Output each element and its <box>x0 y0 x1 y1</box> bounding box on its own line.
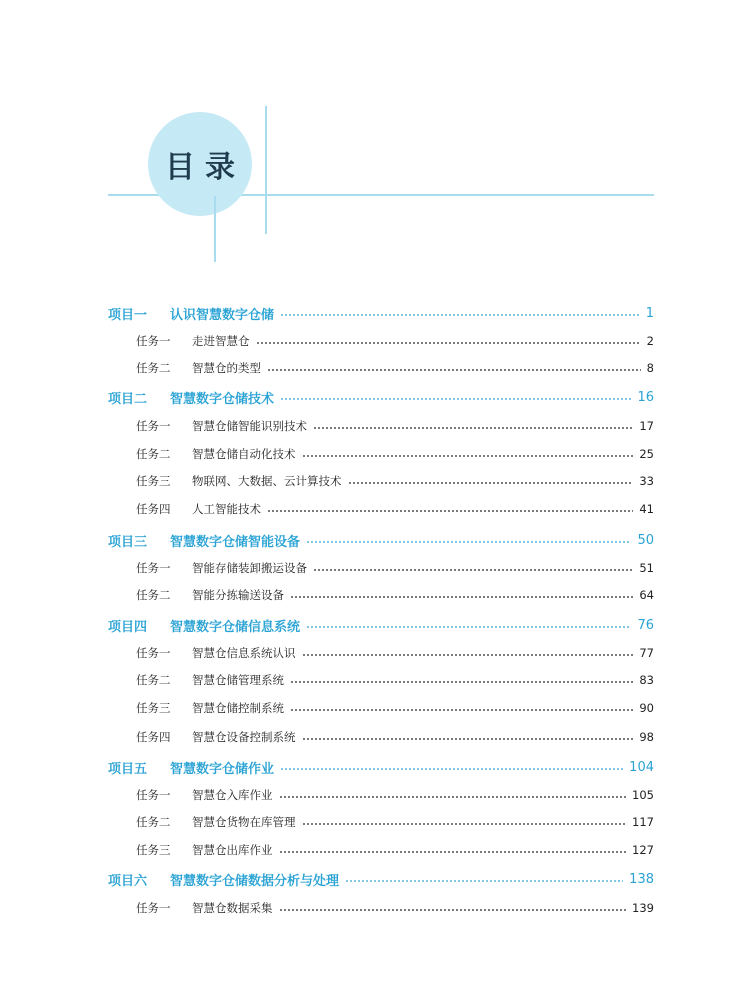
dot-leader <box>290 596 633 598</box>
entry-number: 任务二 <box>136 588 171 602</box>
page-number: 25 <box>639 447 654 461</box>
entry-number: 任务一 <box>136 561 171 575</box>
entry-number: 任务二 <box>136 673 171 687</box>
entry-title: 智慧数字仓储作业 <box>170 761 275 777</box>
toc-task-entry[interactable] <box>136 558 654 578</box>
entry-title: 智慧仓储智能识别技术 <box>192 419 307 433</box>
entry-number: 项目五 <box>108 761 148 777</box>
page-number: 64 <box>639 588 654 602</box>
toc-task-entry[interactable] <box>136 785 654 805</box>
entry-title: 智慧仓储控制系统 <box>192 701 284 715</box>
toc-task-entry[interactable] <box>136 358 654 378</box>
dot-leader <box>302 738 634 740</box>
toc-task-entry[interactable] <box>136 471 654 491</box>
entry-title: 智慧仓入库作业 <box>192 788 273 802</box>
dot-leader <box>290 709 633 711</box>
entry-number: 任务一 <box>136 788 171 802</box>
page-number: 50 <box>637 532 654 548</box>
page-number: 16 <box>637 389 654 405</box>
page-number: 105 <box>632 788 654 802</box>
entry-number: 任务一 <box>136 419 171 433</box>
toc-task-entry[interactable] <box>136 670 654 690</box>
entry-title: 智慧仓储自动化技术 <box>192 447 296 461</box>
entry-title: 智慧数字仓储智能设备 <box>170 534 301 550</box>
toc-task-entry[interactable] <box>136 444 654 464</box>
entry-title: 智慧数字仓储数据分析与处理 <box>170 873 340 889</box>
dot-leader <box>306 626 631 628</box>
entry-title: 智慧仓的类型 <box>192 361 261 375</box>
dot-leader <box>256 342 641 344</box>
dot-leader <box>267 369 641 371</box>
toc-project-entry[interactable] <box>108 869 654 889</box>
entry-title: 智慧仓设备控制系统 <box>192 730 296 744</box>
entry-title: 智慧数字仓储技术 <box>170 391 275 407</box>
toc-header <box>0 0 750 280</box>
dot-leader <box>302 654 634 656</box>
entry-number: 项目二 <box>108 391 148 407</box>
toc-task-entry[interactable] <box>136 727 654 747</box>
entry-number: 任务二 <box>136 361 171 375</box>
page-number: 51 <box>639 561 654 575</box>
dot-leader <box>280 398 631 400</box>
dot-leader <box>302 823 627 825</box>
entry-number: 任务四 <box>136 502 171 516</box>
page-number: 1 <box>645 305 654 321</box>
entry-number: 任务二 <box>136 447 171 461</box>
dot-leader <box>279 909 627 911</box>
toc-project-entry[interactable] <box>108 615 654 635</box>
entry-title: 智慧仓储管理系统 <box>192 673 284 687</box>
toc-task-entry[interactable] <box>136 812 654 832</box>
entry-number: 任务一 <box>136 334 171 348</box>
dot-leader <box>267 510 633 512</box>
page-number: 139 <box>632 901 654 915</box>
entry-title: 物联网、大数据、云计算技术 <box>192 474 342 488</box>
decor-vertical-line-right <box>265 106 267 234</box>
toc-task-entry[interactable] <box>136 898 654 918</box>
entry-number: 任务一 <box>136 646 171 660</box>
toc-task-entry[interactable] <box>136 499 654 519</box>
dot-leader <box>280 768 623 770</box>
toc-project-entry[interactable] <box>108 757 654 777</box>
entry-title: 智慧仓货物在库管理 <box>192 815 296 829</box>
entry-number: 任务二 <box>136 815 171 829</box>
entry-number: 任务三 <box>136 701 171 715</box>
page-number: 117 <box>632 815 654 829</box>
dot-leader <box>313 427 633 429</box>
toc-task-entry[interactable] <box>136 331 654 351</box>
entry-number: 项目一 <box>108 307 148 323</box>
dot-leader <box>313 569 633 571</box>
entry-number: 任务一 <box>136 901 171 915</box>
entry-title: 智慧数字仓储信息系统 <box>170 619 301 635</box>
entry-title: 智慧仓数据采集 <box>192 901 273 915</box>
entry-title: 智慧仓出库作业 <box>192 843 273 857</box>
page-number: 83 <box>639 673 654 687</box>
entry-number: 任务四 <box>136 730 171 744</box>
page-number: 77 <box>639 646 654 660</box>
entry-number: 项目四 <box>108 619 148 635</box>
page-number: 8 <box>646 361 654 375</box>
toc-task-entry[interactable] <box>136 585 654 605</box>
page-number: 76 <box>637 617 654 633</box>
toc-task-entry[interactable] <box>136 698 654 718</box>
entry-title: 智能分拣输送设备 <box>192 588 284 602</box>
page-number: 33 <box>639 474 654 488</box>
entry-title: 智慧仓信息系统认识 <box>192 646 296 660</box>
entry-number: 项目三 <box>108 534 148 550</box>
entry-title: 智能存储装卸搬运设备 <box>192 561 307 575</box>
dot-leader <box>345 880 623 882</box>
page-number: 90 <box>639 701 654 715</box>
dot-leader <box>279 851 627 853</box>
dot-leader <box>290 681 633 683</box>
entry-number: 项目六 <box>108 873 148 889</box>
page-number: 98 <box>639 730 654 744</box>
toc-task-entry[interactable] <box>136 416 654 436</box>
dot-leader <box>302 455 634 457</box>
page-number: 104 <box>629 759 654 775</box>
page-number: 138 <box>629 871 654 887</box>
toc-project-entry[interactable] <box>108 303 654 323</box>
page-title: 目录 <box>165 150 245 185</box>
entry-title: 走进智慧仓 <box>192 334 250 348</box>
dot-leader <box>348 482 634 484</box>
entry-title: 人工智能技术 <box>192 502 261 516</box>
entry-title: 认识智慧数字仓储 <box>170 307 275 323</box>
toc-project-entry[interactable] <box>108 530 654 550</box>
page-number: 2 <box>646 334 654 348</box>
entry-number: 任务三 <box>136 474 171 488</box>
page-number: 127 <box>632 843 654 857</box>
dot-leader <box>280 314 640 316</box>
toc-task-entry[interactable] <box>136 643 654 663</box>
toc-task-entry[interactable] <box>136 840 654 860</box>
page-number: 41 <box>639 502 654 516</box>
dot-leader <box>306 541 631 543</box>
dot-leader <box>279 796 627 798</box>
toc-project-entry[interactable] <box>108 387 654 407</box>
entry-number: 任务三 <box>136 843 171 857</box>
page-number: 17 <box>639 419 654 433</box>
